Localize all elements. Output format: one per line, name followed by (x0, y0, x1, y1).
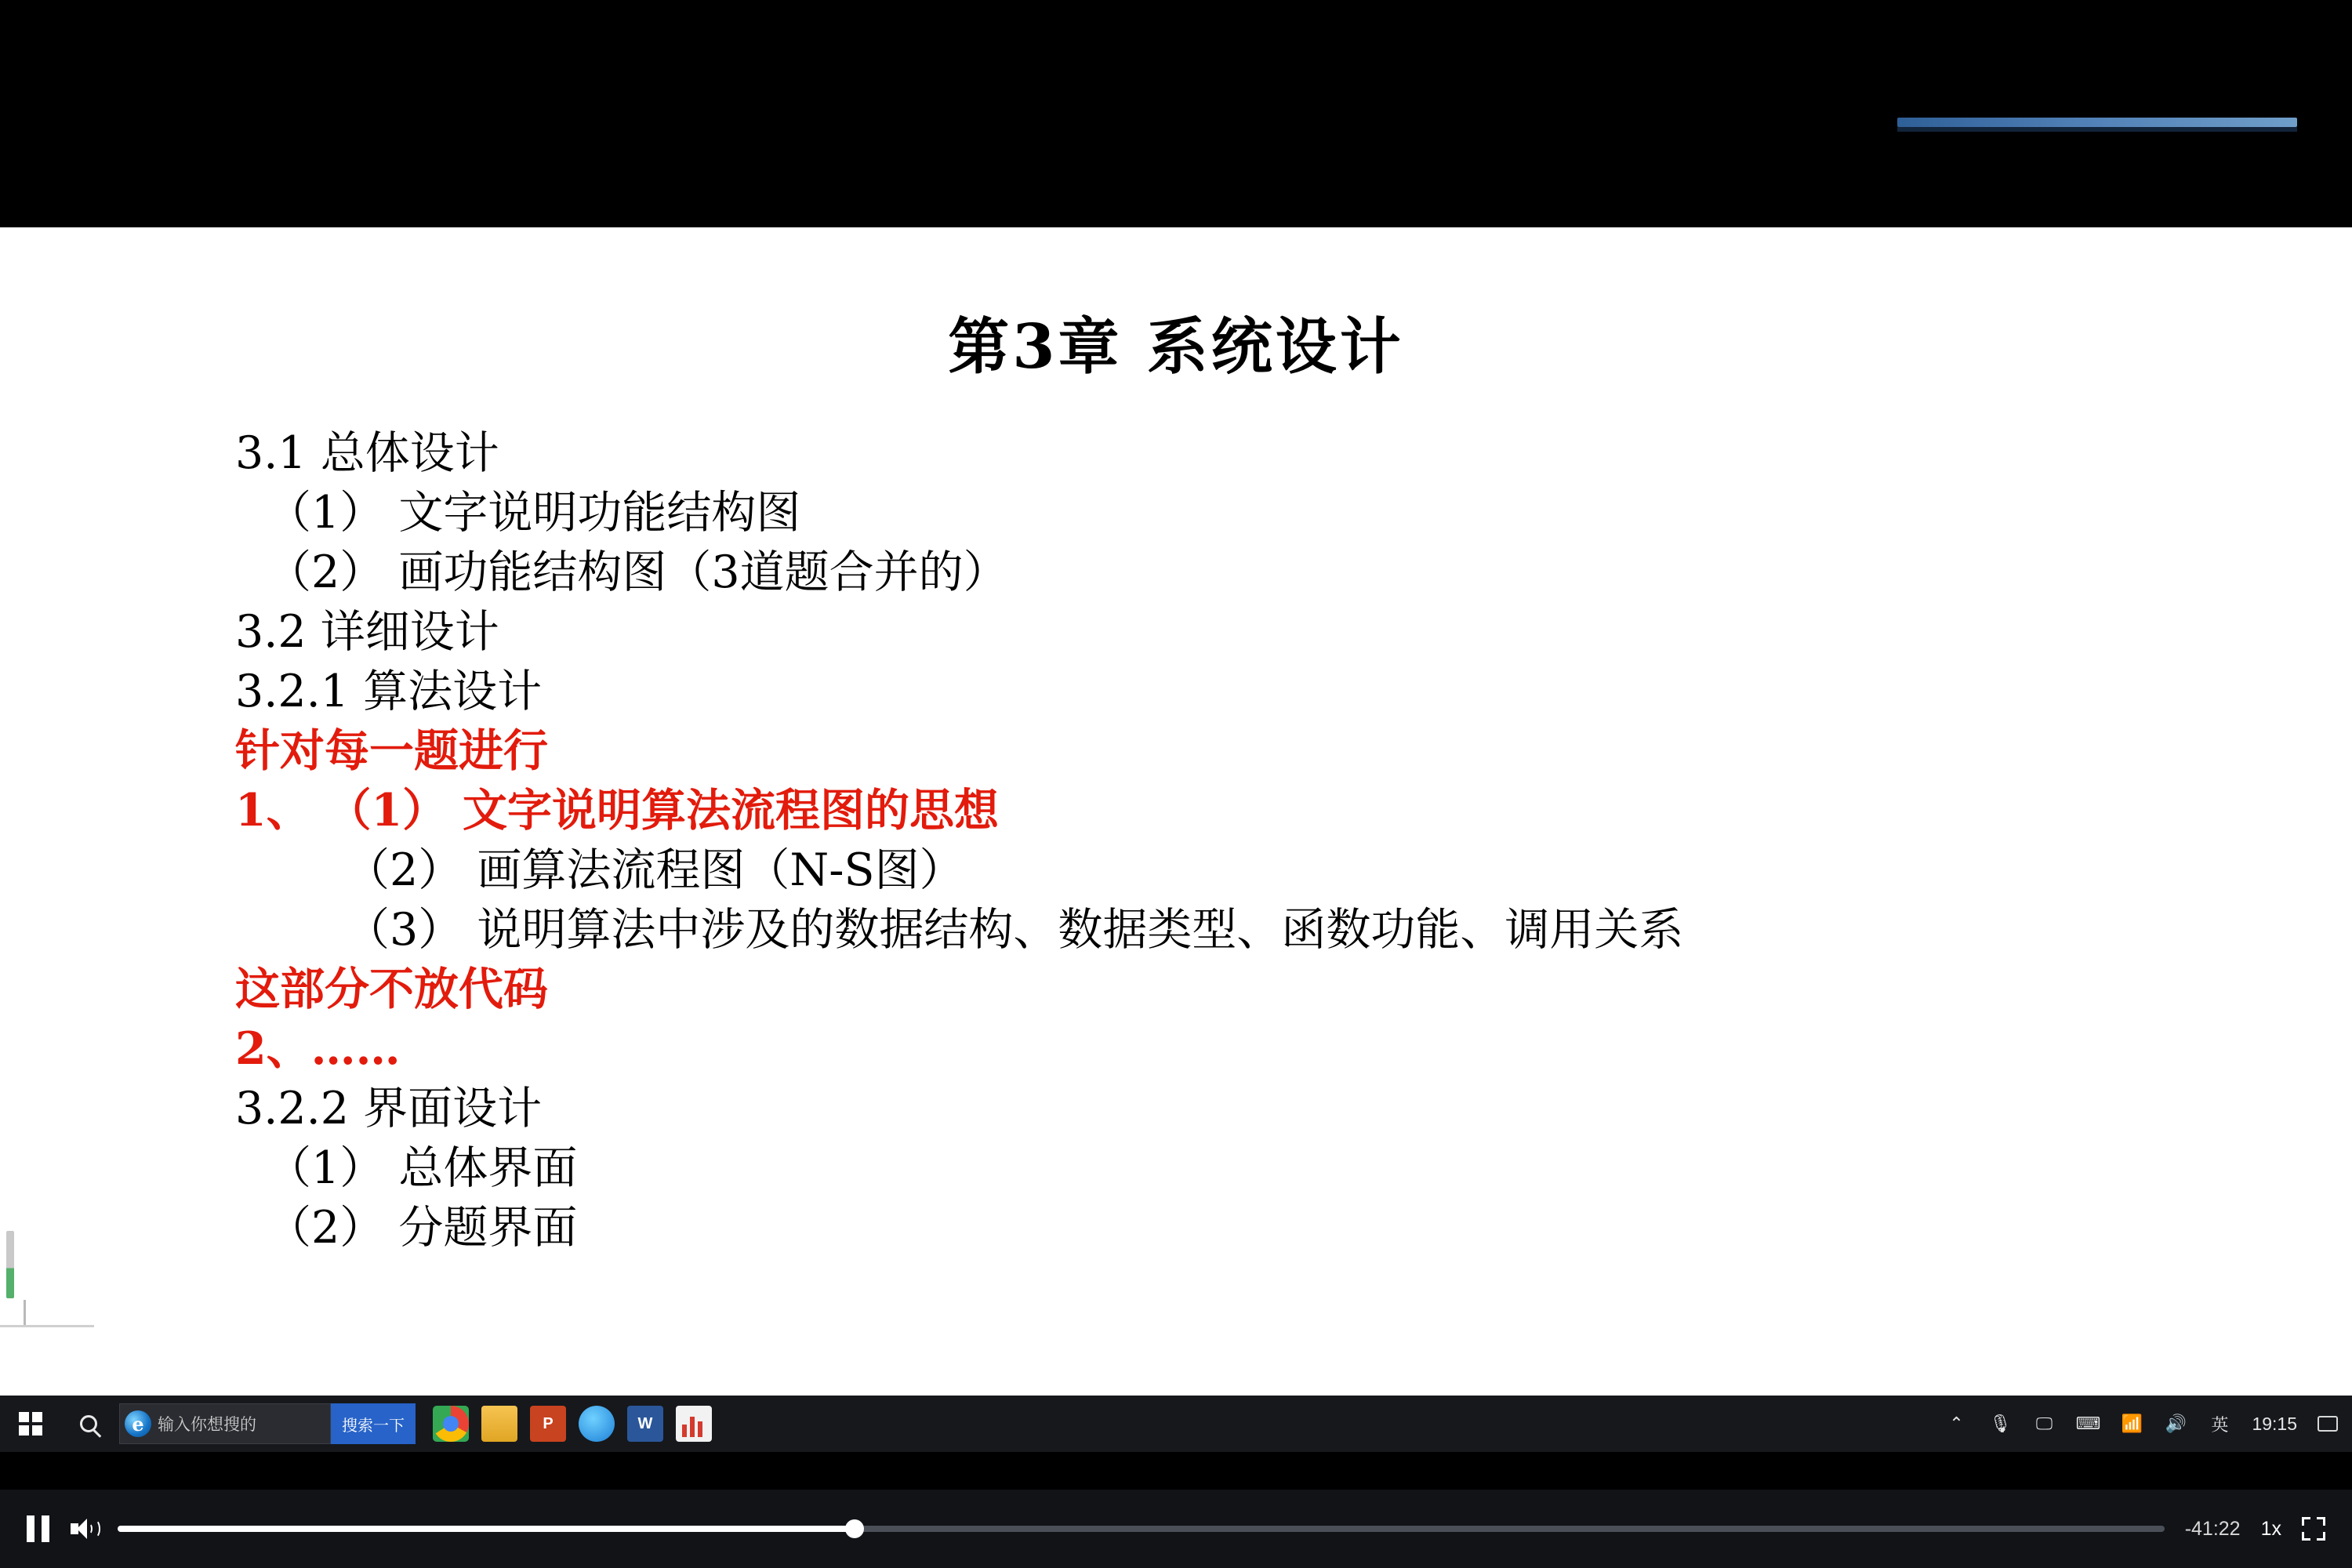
notification-center-icon[interactable] (2318, 1416, 2338, 1432)
mic-icon[interactable]: 🎙 (1989, 1414, 2012, 1433)
slide-line: 3.2.1 算法设计 (235, 666, 543, 717)
slide-line: （2） 画算法流程图（N-S图） (345, 844, 964, 896)
ime-indicator[interactable]: 英 (2211, 1414, 2229, 1435)
left-edge-underline (0, 1325, 94, 1327)
taskbar-search-box[interactable] (119, 1403, 331, 1444)
search-submit-button[interactable]: 搜索一下 (331, 1403, 416, 1444)
pause-icon (27, 1515, 50, 1542)
fullscreen-icon (2302, 1517, 2325, 1541)
slide-line: （2） 分题界面 (267, 1202, 578, 1254)
search-input-placeholder[interactable]: 输入你想搜的 (158, 1416, 256, 1434)
taskbar-search-icon[interactable] (61, 1396, 116, 1452)
blue-accent-bar (1897, 118, 2297, 127)
windows-logo-icon (19, 1412, 42, 1436)
taskbar-clock[interactable]: 19:15 (2252, 1413, 2297, 1434)
video-player-controls (0, 1490, 2352, 1568)
windows-taskbar (0, 1396, 2352, 1452)
taskbar-app-chrome-icon[interactable] (433, 1406, 469, 1442)
volume-icon (71, 1517, 97, 1541)
slide-line: （2） 画功能结构图（3道题合并的） (267, 546, 1008, 598)
taskbar-app-list (433, 1406, 712, 1442)
progress-bar[interactable] (118, 1517, 2165, 1541)
left-edge-marker (6, 1231, 14, 1298)
internet-explorer-icon: e (125, 1410, 151, 1437)
slide-line: 3.1 总体设计 (235, 427, 499, 479)
playback-speed-button[interactable]: 1x (2260, 1517, 2281, 1540)
slide-line-highlight: 1、 （1） 文字说明算法流程图的思想 (235, 784, 1000, 837)
slide-body (235, 423, 2313, 1258)
taskbar-app-word-icon[interactable]: W (627, 1406, 663, 1442)
slide-line: （1） 总体界面 (267, 1142, 578, 1194)
start-button[interactable] (0, 1396, 61, 1452)
taskbar-app-browser-icon[interactable] (579, 1406, 615, 1442)
taskbar-app-file-explorer-icon[interactable] (481, 1406, 517, 1442)
slide-line: （3） 说明算法中涉及的数据结构、数据类型、函数功能、调用关系 (345, 904, 1684, 956)
left-edge-tick (24, 1300, 26, 1327)
blue-accent-bar-shadow (1897, 127, 2297, 132)
time-remaining: -41:22 (2184, 1517, 2241, 1540)
slide-line: 3.2.2 界面设计 (235, 1083, 543, 1134)
display-icon[interactable]: 🖵 (2035, 1414, 2053, 1433)
chevron-up-icon[interactable]: ⌃ (1949, 1414, 1964, 1433)
progress-handle[interactable] (845, 1519, 864, 1538)
slide-line: （1） 文字说明功能结构图 (267, 487, 801, 539)
system-tray (1944, 1412, 2352, 1436)
volume-icon[interactable]: 🔊 (2165, 1414, 2187, 1433)
slide-line: 3.2 详细设计 (235, 606, 499, 658)
slide-title: 第3章 系统设计 (948, 311, 1404, 383)
slide-line-highlight: 2、…… (235, 1022, 401, 1075)
top-letterbox (0, 0, 2352, 227)
slide-canvas (0, 227, 2352, 1396)
taskbar-app-stats-icon[interactable] (676, 1406, 712, 1442)
play-pause-button[interactable] (27, 1515, 50, 1542)
search-icon (80, 1415, 97, 1432)
keyboard-icon[interactable]: ⌨ (2075, 1414, 2101, 1433)
volume-button[interactable] (71, 1517, 97, 1541)
taskbar-app-powerpoint-icon[interactable]: P (530, 1406, 566, 1442)
slide-line-highlight: 针对每一题进行 (235, 724, 548, 777)
fullscreen-button[interactable] (2302, 1517, 2325, 1541)
network-icon[interactable]: 📶 (2121, 1414, 2143, 1433)
progress-fill (118, 1526, 855, 1532)
slide-line-highlight: 这部分不放代码 (235, 963, 548, 1015)
